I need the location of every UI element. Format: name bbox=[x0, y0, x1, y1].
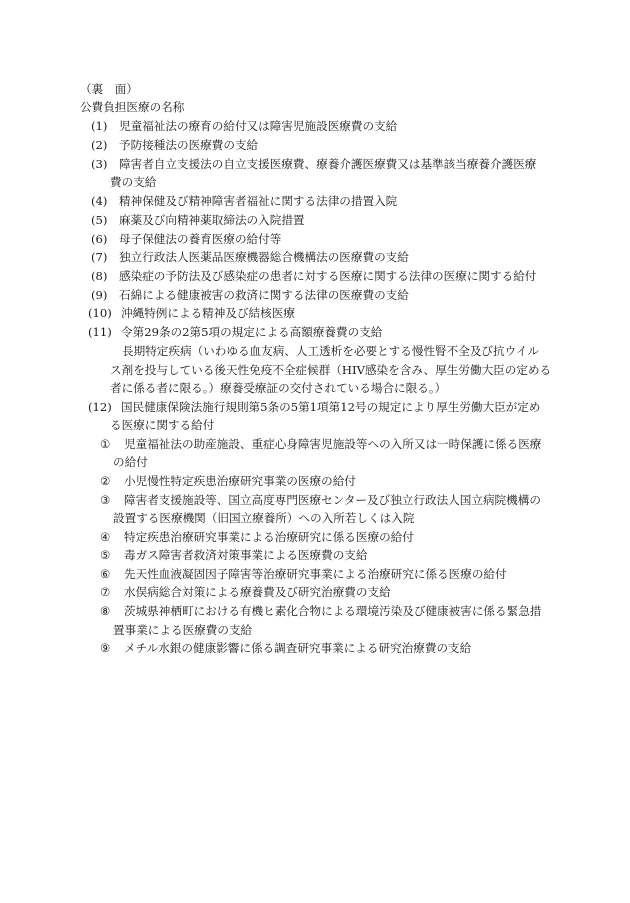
item-text: 独立行政法人医薬品医療機器総合機構法の医療費の支給 bbox=[119, 250, 409, 264]
sub-item-continuation: 設置する医療機関（旧国立療養所）への入所若しくは入院 bbox=[113, 511, 415, 525]
item-text: 児童福祉法の療育の給付又は障害児施設医療費の支給 bbox=[119, 119, 398, 133]
list-item bbox=[91, 138, 258, 152]
sub-list-item bbox=[100, 585, 391, 599]
sub-item-continuation: の給付 bbox=[113, 455, 148, 469]
sub-item-continuation: 置事業による医療費の支給 bbox=[113, 623, 253, 637]
item-text: 麻薬及び向精神薬取締法の入院措置 bbox=[119, 213, 305, 227]
list-item bbox=[91, 232, 281, 246]
sub-list-item bbox=[100, 437, 541, 451]
sub-item-number: ① bbox=[100, 437, 111, 451]
sub-list-item bbox=[100, 641, 471, 655]
item-text: 沖縄特例による精神及び結核医療 bbox=[121, 306, 295, 320]
item-number: (5) bbox=[91, 213, 108, 227]
item-text: 精神保健及び精神障害者福祉に関する法律の措置入院 bbox=[119, 194, 398, 208]
list-item bbox=[91, 213, 305, 227]
item-continuation: 費の支給 bbox=[110, 175, 157, 189]
item-number: (12) bbox=[88, 400, 112, 414]
list-item bbox=[91, 288, 409, 302]
item-text: 国民健康保険法施行規則第5条の5第1項第12号の規定により厚生労働大臣が定め bbox=[121, 400, 541, 414]
list-item bbox=[88, 400, 540, 414]
list-item bbox=[91, 194, 397, 208]
list-item bbox=[91, 157, 536, 171]
sub-list-item bbox=[100, 530, 414, 544]
item-note: 者に係る者に限る。）療養受療証の交付されている場合に限る。） bbox=[110, 381, 447, 395]
item-note: 長期特定疾病（いわゆる血友病、人工透析を必要とする慢性腎不全及び抗ウイル bbox=[122, 344, 540, 358]
sub-list-item bbox=[100, 567, 507, 581]
item-number: (3) bbox=[91, 157, 108, 171]
sub-item-text: メチル水銀の健康影響に係る調査研究事業による研究治療費の支給 bbox=[124, 641, 472, 655]
item-text: 令第29条の2第5項の規定による高額療養費の支給 bbox=[121, 325, 383, 339]
sub-item-text: 障害者支援施設等、国立高度専門医療センター及び独立行政法人国立病院機構の bbox=[124, 493, 541, 507]
sub-item-number: ⑨ bbox=[100, 641, 111, 655]
item-text: 感染症の予防法及び感染症の患者に対する医療に関する法律の医療に関する給付 bbox=[119, 269, 537, 283]
item-text: 予防接種法の医療費の支給 bbox=[119, 138, 259, 152]
sub-item-number: ③ bbox=[100, 493, 111, 507]
item-number: (8) bbox=[91, 269, 108, 283]
sub-item-text: 小児慢性特定疾患治療研究事業の医療の給付 bbox=[124, 474, 356, 488]
item-continuation: る医療に関する給付 bbox=[110, 418, 215, 432]
item-number: (6) bbox=[91, 232, 108, 246]
sub-item-number: ⑤ bbox=[100, 548, 111, 562]
sub-item-number: ② bbox=[100, 474, 111, 488]
list-item bbox=[91, 119, 397, 133]
sub-item-text: 先天性血液凝固因子障害等治療研究事業による治療研究に係る医療の給付 bbox=[124, 567, 507, 581]
sub-list-item bbox=[100, 604, 541, 618]
page-side-label: （裏 面） bbox=[80, 82, 138, 96]
sub-item-number: ④ bbox=[100, 530, 111, 544]
sub-item-number: ⑦ bbox=[100, 585, 111, 599]
sub-item-text: 児童福祉法の助産施設、重症心身障害児施設等への入所又は一時保護に係る医療 bbox=[124, 437, 542, 451]
item-number: (1) bbox=[91, 119, 108, 133]
sub-list-item bbox=[100, 493, 541, 507]
list-item bbox=[91, 250, 409, 264]
sub-item-number: ⑧ bbox=[100, 604, 111, 618]
sub-item-number: ⑥ bbox=[100, 567, 111, 581]
section-heading: 公費負担医療の名称 bbox=[80, 100, 185, 114]
item-number: (4) bbox=[91, 194, 108, 208]
item-number: (2) bbox=[91, 138, 108, 152]
item-number: (7) bbox=[91, 250, 108, 264]
list-item bbox=[88, 306, 295, 320]
list-item bbox=[88, 325, 382, 339]
item-number: (10) bbox=[88, 306, 112, 320]
item-text: 障害者自立支援法の自立支援医療費、療養介護医療費又は基準該当療養介護医療 bbox=[119, 157, 537, 171]
sub-list-item bbox=[100, 474, 356, 488]
sub-item-text: 毒ガス障害者救済対策事業による医療費の支給 bbox=[124, 548, 368, 562]
sub-item-text: 水俣病総合対策による療養費及び研究治療費の支給 bbox=[124, 585, 391, 599]
sub-item-text: 茨城県神栖町における有機ヒ素化合物による環境汚染及び健康被害に係る緊急措 bbox=[124, 604, 542, 618]
item-text: 石綿による健康被害の救済に関する法律の医療費の支給 bbox=[119, 288, 409, 302]
list-item bbox=[91, 269, 536, 283]
sub-list-item bbox=[100, 548, 367, 562]
sub-item-text: 特定疾患治療研究事業による治療研究に係る医療の給付 bbox=[124, 530, 414, 544]
item-number: (9) bbox=[91, 288, 108, 302]
item-text: 母子保健法の養育医療の給付等 bbox=[119, 232, 282, 246]
item-number: (11) bbox=[88, 325, 112, 339]
item-note: ス剤を投与している後天性免疫不全症候群（HIV感染を含み、厚生労働大臣の定める bbox=[110, 363, 552, 377]
